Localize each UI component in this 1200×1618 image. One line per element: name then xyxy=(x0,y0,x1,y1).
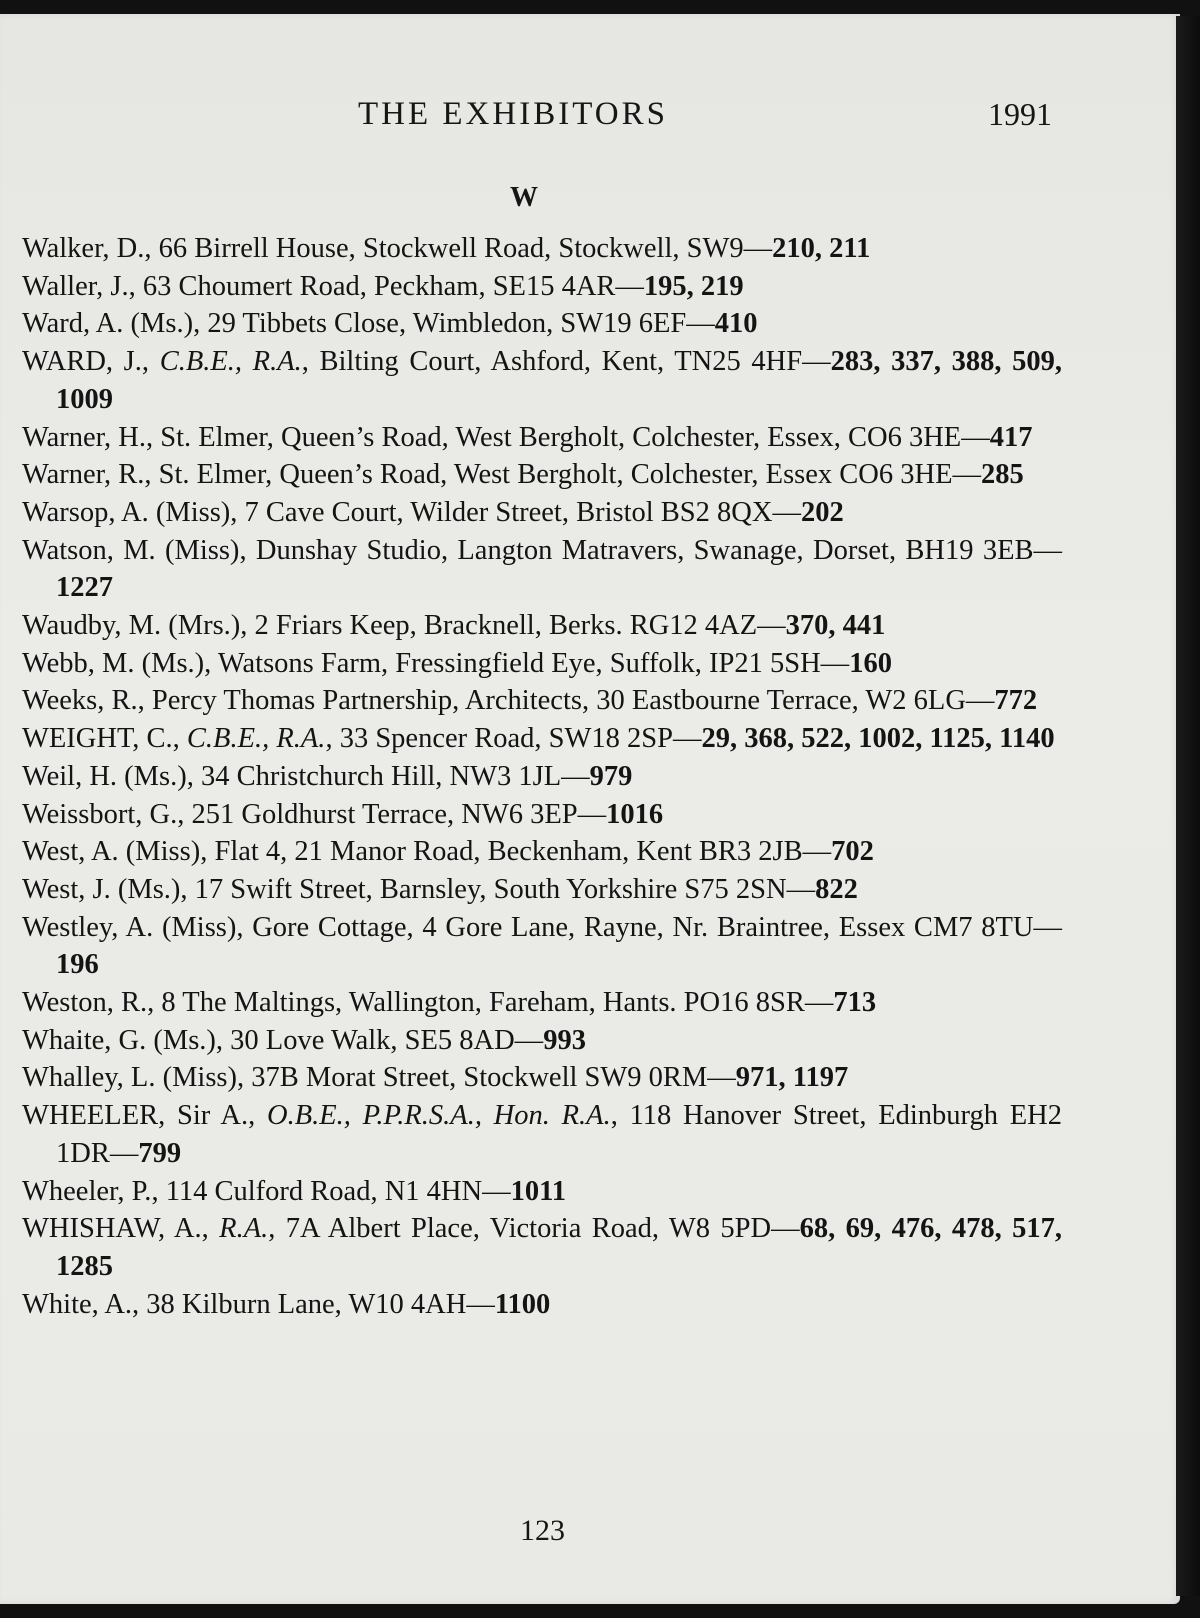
exhibitor-address: , Dunshay Studio, Langton Matravers, Swanage, Dorset, BH19 3EB— xyxy=(239,534,1063,566)
exhibitor-name: WHISHAW, A. xyxy=(22,1213,202,1245)
exhibit-numbers: 417 xyxy=(989,421,1033,453)
exhibit-numbers: 702 xyxy=(831,836,874,868)
exhibitor-entry xyxy=(22,871,1062,909)
exhibitor-name: West, A. (Miss) xyxy=(22,836,201,868)
exhibitor-name: Waudby, M. (Mrs.) xyxy=(22,610,241,642)
exhibitor-name: WARD, J. xyxy=(22,346,142,378)
exhibitor-entry xyxy=(22,1173,1062,1211)
exhibitor-entry xyxy=(22,1059,1062,1097)
exhibitor-address: , St. Elmer, Queen’s Road, West Bergholt, Colchester, Essex, CO6 3HE— xyxy=(145,421,990,453)
exhibitor-honours: O.B.E., P.P.R.S.A., Hon. R.A. xyxy=(267,1100,611,1132)
exhibitor-entry: WHEELER, Sir A., O.B.E., P.P.R.S.A., Hon. R.A., 118 Hanover Street, Edinburgh EH2 1DR—799 xyxy=(22,1100,1062,1169)
exhibitor-honours: C.B.E., R.A. xyxy=(186,723,326,755)
exhibitor-entry xyxy=(22,1286,1062,1324)
exhibitor-name: Weston, R. xyxy=(22,987,148,1019)
exhibitor-name: Ward, A. (Ms.) xyxy=(22,308,194,340)
exhibitor-entry xyxy=(22,419,1062,457)
exhibitor-entry xyxy=(22,532,1062,607)
exhibitor-address: , 34 Christchurch Hill, NW3 1JL— xyxy=(186,760,590,792)
exhibitor-entry xyxy=(22,607,1062,645)
exhibitor-entry xyxy=(22,682,1062,720)
exhibitor-name: Wheeler, P. xyxy=(22,1175,152,1207)
exhibit-numbers: 283, 337, 388, 509, 1009 xyxy=(56,346,1063,415)
exhibit-numbers: 68, 69, 476, 478, 517, 1285 xyxy=(56,1213,1063,1282)
exhibitor-address: , 37B Morat Street, Stockwell SW9 0RM— xyxy=(237,1062,736,1094)
running-head xyxy=(0,86,1180,136)
exhibitor-address: , St. Elmer, Queen’s Road, West Bergholt, Colchester, Essex CO6 3HE— xyxy=(144,459,982,491)
exhibitor-entry xyxy=(22,456,1062,494)
exhibitor-entry xyxy=(22,494,1062,532)
exhibitor-entry xyxy=(22,758,1062,796)
exhibitor-entry xyxy=(22,796,1062,834)
exhibitor-name: West, J. (Ms.) xyxy=(22,873,181,905)
page-edge-shadow xyxy=(1176,16,1200,1596)
exhibit-numbers: 410 xyxy=(714,308,758,340)
exhibitor-name: Warsop, A. (Miss) xyxy=(22,496,231,528)
exhibitor-address: , Percy Thomas Partnership, Architects, 30 Eastbourne Terrace, W2 6LG— xyxy=(137,685,995,717)
exhibitor-address: , 8 The Maltings, Wallington, Fareham, Hants. PO16 8SR— xyxy=(147,987,834,1019)
page-number: 123 xyxy=(520,1514,565,1547)
exhibitor-entry xyxy=(22,645,1062,683)
exhibitor-entry xyxy=(22,305,1062,343)
exhibit-numbers: 799 xyxy=(138,1137,182,1169)
exhibitor-address: , 17 Swift Street, Barnsley, South Yorkshire S75 2SN— xyxy=(180,873,816,905)
exhibitor-name: Waller, J. xyxy=(22,270,129,302)
exhibitor-address: , 2 Friars Keep, Bracknell, Berks. RG12 4AZ— xyxy=(240,610,786,642)
exhibitor-name: Warner, H. xyxy=(22,421,146,453)
exhibit-numbers: 195, 219 xyxy=(643,270,744,302)
exhibitor-address: , 63 Choumert Road, Peckham, SE15 4AR— xyxy=(128,270,644,302)
exhibitor-address: , 29 Tibbets Close, Wimbledon, SW19 6EF— xyxy=(193,308,715,340)
exhibit-numbers: 1016 xyxy=(606,798,664,830)
exhibitor-entry xyxy=(22,909,1062,984)
exhibitor-name: Weissbort, G. xyxy=(22,798,178,830)
exhibitor-list xyxy=(22,230,1062,1323)
exhibitor-address: , 66 Birrell House, Stockwell Road, Stockwell, SW9— xyxy=(144,233,773,264)
exhibitor-name: Warner, R. xyxy=(22,459,145,491)
exhibitor-name: Whalley, L. (Miss) xyxy=(22,1062,238,1094)
exhibitor-name: Weeks, R. xyxy=(22,685,138,717)
section-letter: W xyxy=(510,182,538,213)
exhibitor-entry xyxy=(22,268,1062,306)
exhibitor-address: , Watsons Farm, Fressingfield Eye, Suffolk, IP21 5SH— xyxy=(204,647,850,679)
exhibitor-address: , 30 Love Walk, SE5 8AD— xyxy=(215,1024,544,1056)
exhibitor-address: , Flat 4, 21 Manor Road, Beckenham, Kent BR3 2JB— xyxy=(200,836,832,868)
book-page xyxy=(0,14,1180,1604)
exhibitor-name: White, A. xyxy=(22,1288,133,1320)
exhibit-numbers: 285 xyxy=(981,459,1024,491)
running-head-year: 1991 xyxy=(988,96,1052,132)
exhibitor-name: Walker, D. xyxy=(22,233,145,264)
exhibitor-address: , 7 Cave Court, Wilder Street, Bristol BS2 8QX— xyxy=(230,496,801,528)
exhibit-numbers: 772 xyxy=(994,685,1038,717)
exhibitor-entry xyxy=(22,833,1062,871)
exhibit-numbers: 1011 xyxy=(510,1175,567,1207)
exhibit-numbers: 370, 441 xyxy=(785,610,886,642)
exhibitor-address: , 118 Hanover Street, Edinburgh EH2 1DR— xyxy=(56,1100,1062,1169)
exhibitor-address: , Gore Cottage, 4 Gore Lane, Rayne, Nr. Braintree, Essex CM7 8TU— xyxy=(236,911,1062,943)
exhibitor-address: , Bilting Court, Ashford, Kent, TN25 4HF— xyxy=(301,346,831,378)
exhibitor-entry xyxy=(22,230,1062,268)
exhibitor-address: , 38 Kilburn Lane, W10 4AH— xyxy=(132,1288,495,1320)
exhibitor-name: WHEELER, Sir A. xyxy=(22,1100,249,1132)
exhibit-numbers: 1100 xyxy=(494,1288,551,1320)
exhibit-numbers: 822 xyxy=(815,873,858,905)
exhibitor-name: Watson, M. (Miss) xyxy=(22,534,240,566)
exhibitor-name: Whaite, G. (Ms.) xyxy=(22,1024,216,1056)
running-head-title: THE EXHIBITORS xyxy=(358,96,668,132)
exhibit-numbers: 713 xyxy=(833,987,877,1019)
exhibitor-honours: C.B.E., R.A. xyxy=(159,346,302,378)
exhibit-numbers: 202 xyxy=(800,496,844,528)
exhibitor-entry: WEIGHT, C., C.B.E., R.A., 33 Spencer Road, SW18 2SP—29, 368, 522, 1002, 1125, 1140 xyxy=(22,723,1055,755)
exhibitor-honours: R.A. xyxy=(219,1213,269,1245)
exhibit-numbers: 160 xyxy=(849,647,892,679)
exhibit-numbers: 196 xyxy=(56,949,99,981)
exhibitor-entry xyxy=(22,984,1062,1022)
exhibit-numbers: 971, 1197 xyxy=(735,1062,849,1094)
exhibitor-entry: WARD, J., C.B.E., R.A., Bilting Court, Ashford, Kent, TN25 4HF—283, 337, 388, 509, 1009 xyxy=(22,346,1063,415)
exhibit-numbers: 979 xyxy=(589,760,633,792)
exhibit-numbers: 29, 368, 522, 1002, 1125, 1140 xyxy=(701,723,1055,755)
exhibit-numbers: 993 xyxy=(543,1024,586,1056)
exhibitor-entry: WHISHAW, A., R.A., 7A Albert Place, Victoria Road, W8 5PD—68, 69, 476, 478, 517, 1285 xyxy=(22,1213,1063,1282)
exhibitor-name: Westley, A. (Miss) xyxy=(22,911,237,943)
exhibit-numbers: 1227 xyxy=(56,572,113,604)
exhibitor-entry xyxy=(22,1022,1062,1060)
exhibitor-name: Webb, M. (Ms.) xyxy=(22,647,205,679)
exhibitor-name: Weil, H. (Ms.) xyxy=(22,760,187,792)
exhibitor-name: WEIGHT, C. xyxy=(22,723,173,755)
exhibitor-address: , 251 Goldhurst Terrace, NW6 3EP— xyxy=(177,798,607,830)
exhibitor-address: , 33 Spencer Road, SW18 2SP— xyxy=(325,723,702,755)
exhibitor-address: , 114 Culford Road, N1 4HN— xyxy=(151,1175,511,1207)
exhibit-numbers: 210, 211 xyxy=(772,233,871,264)
exhibitor-address: , 7A Albert Place, Victoria Road, W8 5PD— xyxy=(268,1213,800,1245)
